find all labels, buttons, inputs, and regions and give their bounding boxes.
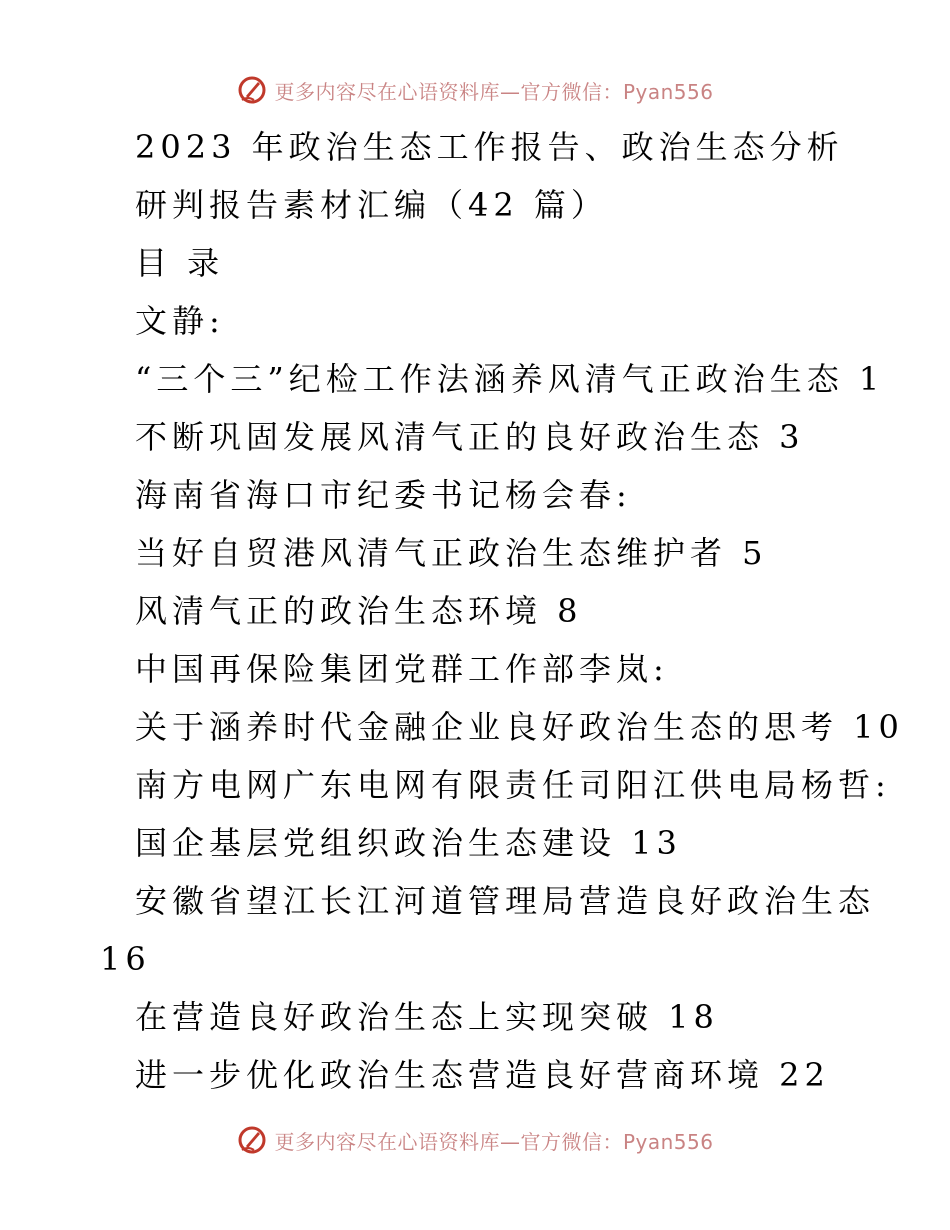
quill-logo-icon	[236, 74, 268, 106]
toc-entry: 不断巩固发展风清气正的良好政治生态 3	[135, 418, 805, 456]
toc-entry: 关于涵养时代金融企业良好政治生态的思考 10	[135, 708, 904, 746]
document-title-line-2: 研判报告素材汇编（42 篇）	[135, 186, 608, 224]
watermark-header	[0, 70, 950, 110]
quill-logo-icon	[236, 1124, 268, 1156]
watermark-text: 更多内容尽在心语资料库—官方微信：Pyan556	[274, 79, 714, 104]
toc-entry: 南方电网广东电网有限责任司阳江供电局杨哲:	[135, 766, 891, 804]
toc-entry: 国企基层党组织政治生态建设 13	[135, 824, 682, 862]
toc-entry: 当好自贸港风清气正政治生态维护者 5	[135, 534, 768, 572]
toc-entry: 海南省海口市纪委书记杨会春:	[135, 476, 632, 514]
watermark-text: 更多内容尽在心语资料库—官方微信：Pyan556	[274, 1129, 714, 1154]
toc-heading: 目 录	[135, 244, 225, 282]
toc-entry: 文静:	[135, 302, 225, 340]
document-title-line-1: 2023 年政治生态工作报告、政治生态分析	[135, 128, 844, 166]
toc-entry: “三个三”纪检工作法涵养风清气正政治生态 1	[135, 360, 885, 398]
toc-entry: 中国再保险集团党群工作部李岚:	[135, 650, 669, 688]
watermark-footer	[0, 1120, 950, 1160]
toc-entry-page-number: 16	[100, 940, 151, 978]
toc-entry: 风清气正的政治生态环境 8	[135, 592, 583, 630]
toc-entry: 在营造良好政治生态上实现突破 18	[135, 998, 719, 1036]
toc-entry: 安徽省望江长江河道管理局营造良好政治生态	[135, 882, 876, 920]
toc-entry: 进一步优化政治生态营造良好营商环境 22	[135, 1056, 830, 1094]
